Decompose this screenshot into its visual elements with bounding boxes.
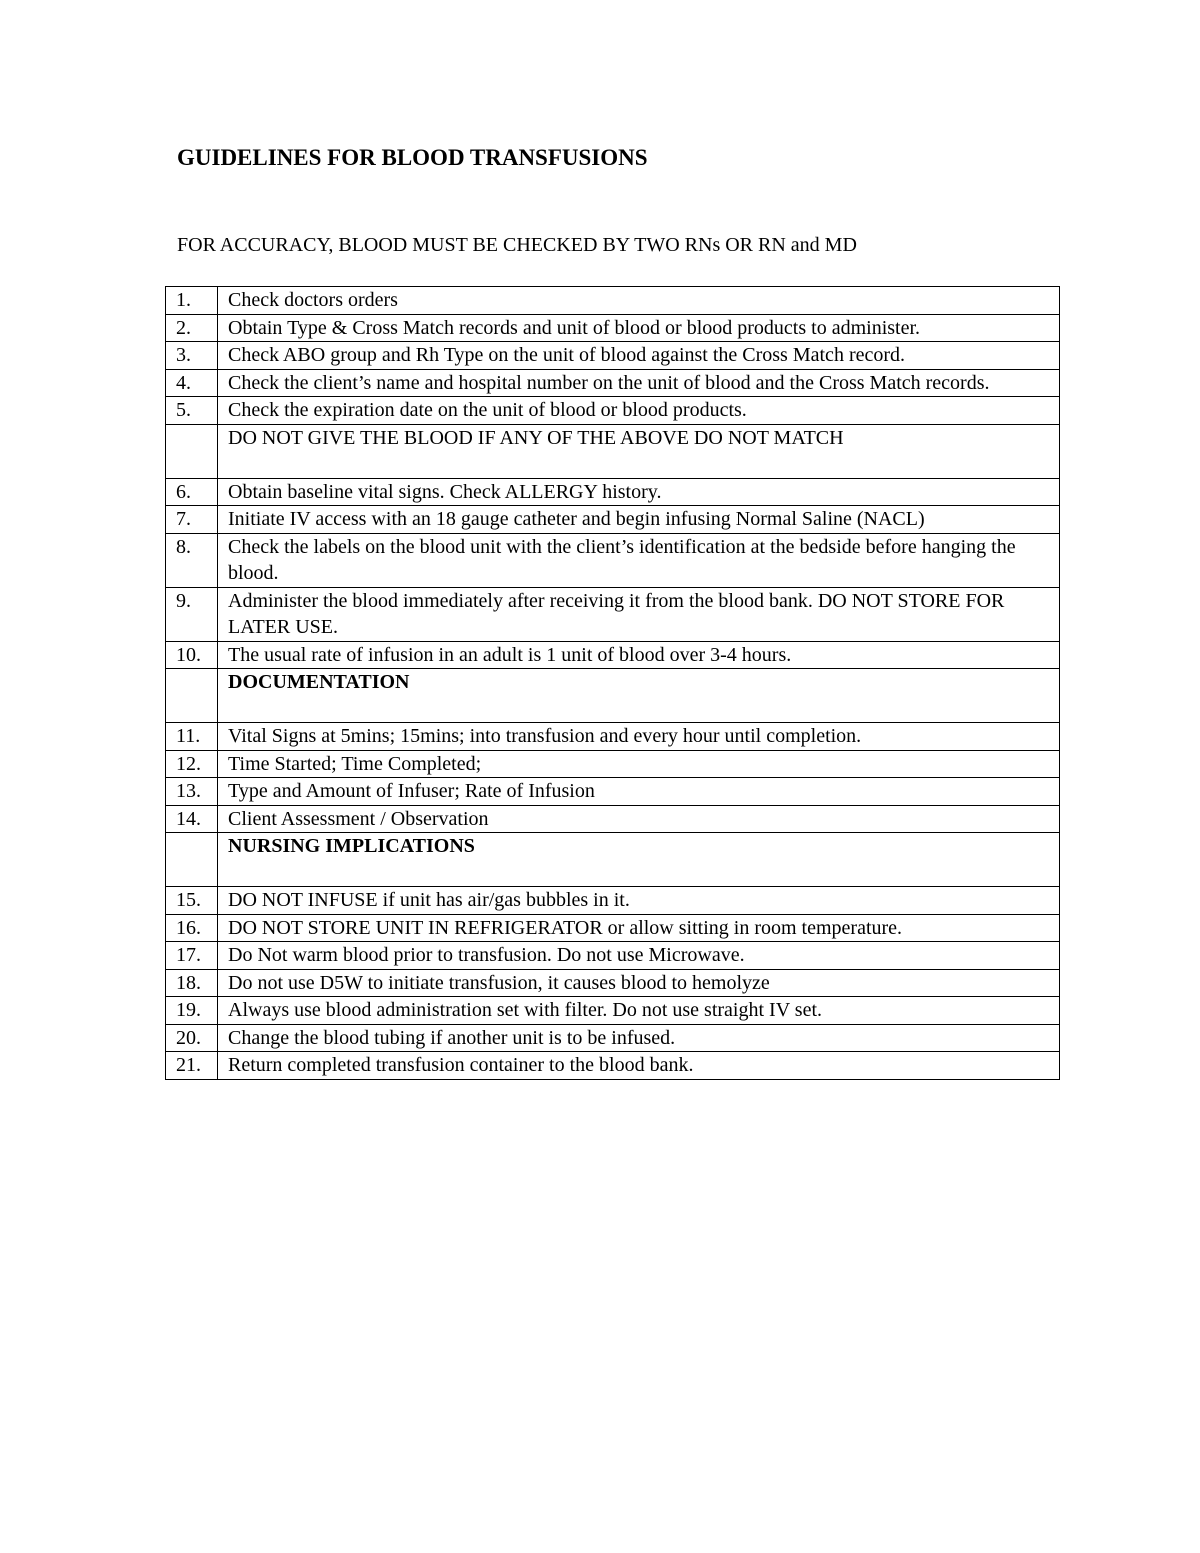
table-row bbox=[166, 369, 1060, 397]
step-text: Check ABO group and Rh Type on the unit of blood against the Cross Match record. bbox=[218, 342, 1060, 370]
table-row bbox=[166, 314, 1060, 342]
section-heading-row bbox=[166, 833, 1060, 887]
step-text: Always use blood administration set with filter. Do not use straight IV set. bbox=[218, 997, 1060, 1025]
table-row bbox=[166, 805, 1060, 833]
step-number: 18. bbox=[166, 969, 218, 997]
step-text: Client Assessment / Observation bbox=[218, 805, 1060, 833]
step-number: 5. bbox=[166, 397, 218, 425]
table-row bbox=[166, 1024, 1060, 1052]
step-number bbox=[166, 833, 218, 887]
step-text: Do Not warm blood prior to transfusion. Do not use Microwave. bbox=[218, 942, 1060, 970]
step-text: DO NOT STORE UNIT IN REFRIGERATOR or allow sitting in room temperature. bbox=[218, 914, 1060, 942]
step-text: Return completed transfusion container to the blood bank. bbox=[218, 1052, 1060, 1080]
step-number: 10. bbox=[166, 641, 218, 669]
step-number: 21. bbox=[166, 1052, 218, 1080]
table-row bbox=[166, 587, 1060, 641]
step-number: 19. bbox=[166, 997, 218, 1025]
table-row bbox=[166, 942, 1060, 970]
table-row bbox=[166, 723, 1060, 751]
table-row bbox=[166, 506, 1060, 534]
table-row bbox=[166, 887, 1060, 915]
step-text: Time Started; Time Completed; bbox=[218, 750, 1060, 778]
table-row bbox=[166, 997, 1060, 1025]
table-row bbox=[166, 641, 1060, 669]
step-text: Check the expiration date on the unit of blood or blood products. bbox=[218, 397, 1060, 425]
step-text: Obtain Type & Cross Match records and unit of blood or blood products to administer. bbox=[218, 314, 1060, 342]
step-number: 1. bbox=[166, 287, 218, 315]
step-number: 20. bbox=[166, 1024, 218, 1052]
step-text: DO NOT INFUSE if unit has air/gas bubbles in it. bbox=[218, 887, 1060, 915]
step-number: 2. bbox=[166, 314, 218, 342]
table-row bbox=[166, 397, 1060, 425]
step-number: 9. bbox=[166, 587, 218, 641]
step-text: Change the blood tubing if another unit is to be infused. bbox=[218, 1024, 1060, 1052]
table-row bbox=[166, 287, 1060, 315]
table-row bbox=[166, 914, 1060, 942]
step-text: Initiate IV access with an 18 gauge catheter and begin infusing Normal Saline (NACL) bbox=[218, 506, 1060, 534]
step-text: Administer the blood immediately after receiving it from the blood bank. DO NOT STORE FOR LATER USE. bbox=[218, 587, 1060, 641]
step-number: 7. bbox=[166, 506, 218, 534]
section-heading-row bbox=[166, 669, 1060, 723]
step-text: Type and Amount of Infuser; Rate of Infusion bbox=[218, 778, 1060, 806]
step-text: Check doctors orders bbox=[218, 287, 1060, 315]
table-row bbox=[166, 478, 1060, 506]
step-text: Do not use D5W to initiate transfusion, it causes blood to hemolyze bbox=[218, 969, 1060, 997]
section-heading: DO NOT GIVE THE BLOOD IF ANY OF THE ABOVE DO NOT MATCH bbox=[218, 424, 1060, 478]
step-number: 3. bbox=[166, 342, 218, 370]
step-text: Vital Signs at 5mins; 15mins; into transfusion and every hour until completion. bbox=[218, 723, 1060, 751]
step-text: Obtain baseline vital signs. Check ALLERGY history. bbox=[218, 478, 1060, 506]
step-number: 11. bbox=[166, 723, 218, 751]
step-text: The usual rate of infusion in an adult is 1 unit of blood over 3-4 hours. bbox=[218, 641, 1060, 669]
page-subtitle: FOR ACCURACY, BLOOD MUST BE CHECKED BY TWO RNs OR RN and MD bbox=[177, 234, 857, 256]
table-row bbox=[166, 778, 1060, 806]
step-number: 8. bbox=[166, 533, 218, 587]
table-row bbox=[166, 533, 1060, 587]
table-row bbox=[166, 1052, 1060, 1080]
step-number: 14. bbox=[166, 805, 218, 833]
table-row bbox=[166, 969, 1060, 997]
step-number bbox=[166, 669, 218, 723]
transfusion-steps-table bbox=[165, 286, 1060, 1080]
section-heading: NURSING IMPLICATIONS bbox=[218, 833, 1060, 887]
table-row bbox=[166, 750, 1060, 778]
page-title: GUIDELINES FOR BLOOD TRANSFUSIONS bbox=[177, 145, 648, 170]
step-number: 4. bbox=[166, 369, 218, 397]
step-number: 15. bbox=[166, 887, 218, 915]
table-body bbox=[166, 287, 1060, 1080]
step-number bbox=[166, 424, 218, 478]
step-number: 13. bbox=[166, 778, 218, 806]
section-heading: DOCUMENTATION bbox=[218, 669, 1060, 723]
table-row bbox=[166, 342, 1060, 370]
step-number: 17. bbox=[166, 942, 218, 970]
step-number: 6. bbox=[166, 478, 218, 506]
section-heading-row bbox=[166, 424, 1060, 478]
step-number: 12. bbox=[166, 750, 218, 778]
step-number: 16. bbox=[166, 914, 218, 942]
step-text: Check the client’s name and hospital number on the unit of blood and the Cross Match records. bbox=[218, 369, 1060, 397]
step-text: Check the labels on the blood unit with the client’s identification at the bedside before hanging the blood. bbox=[218, 533, 1060, 587]
